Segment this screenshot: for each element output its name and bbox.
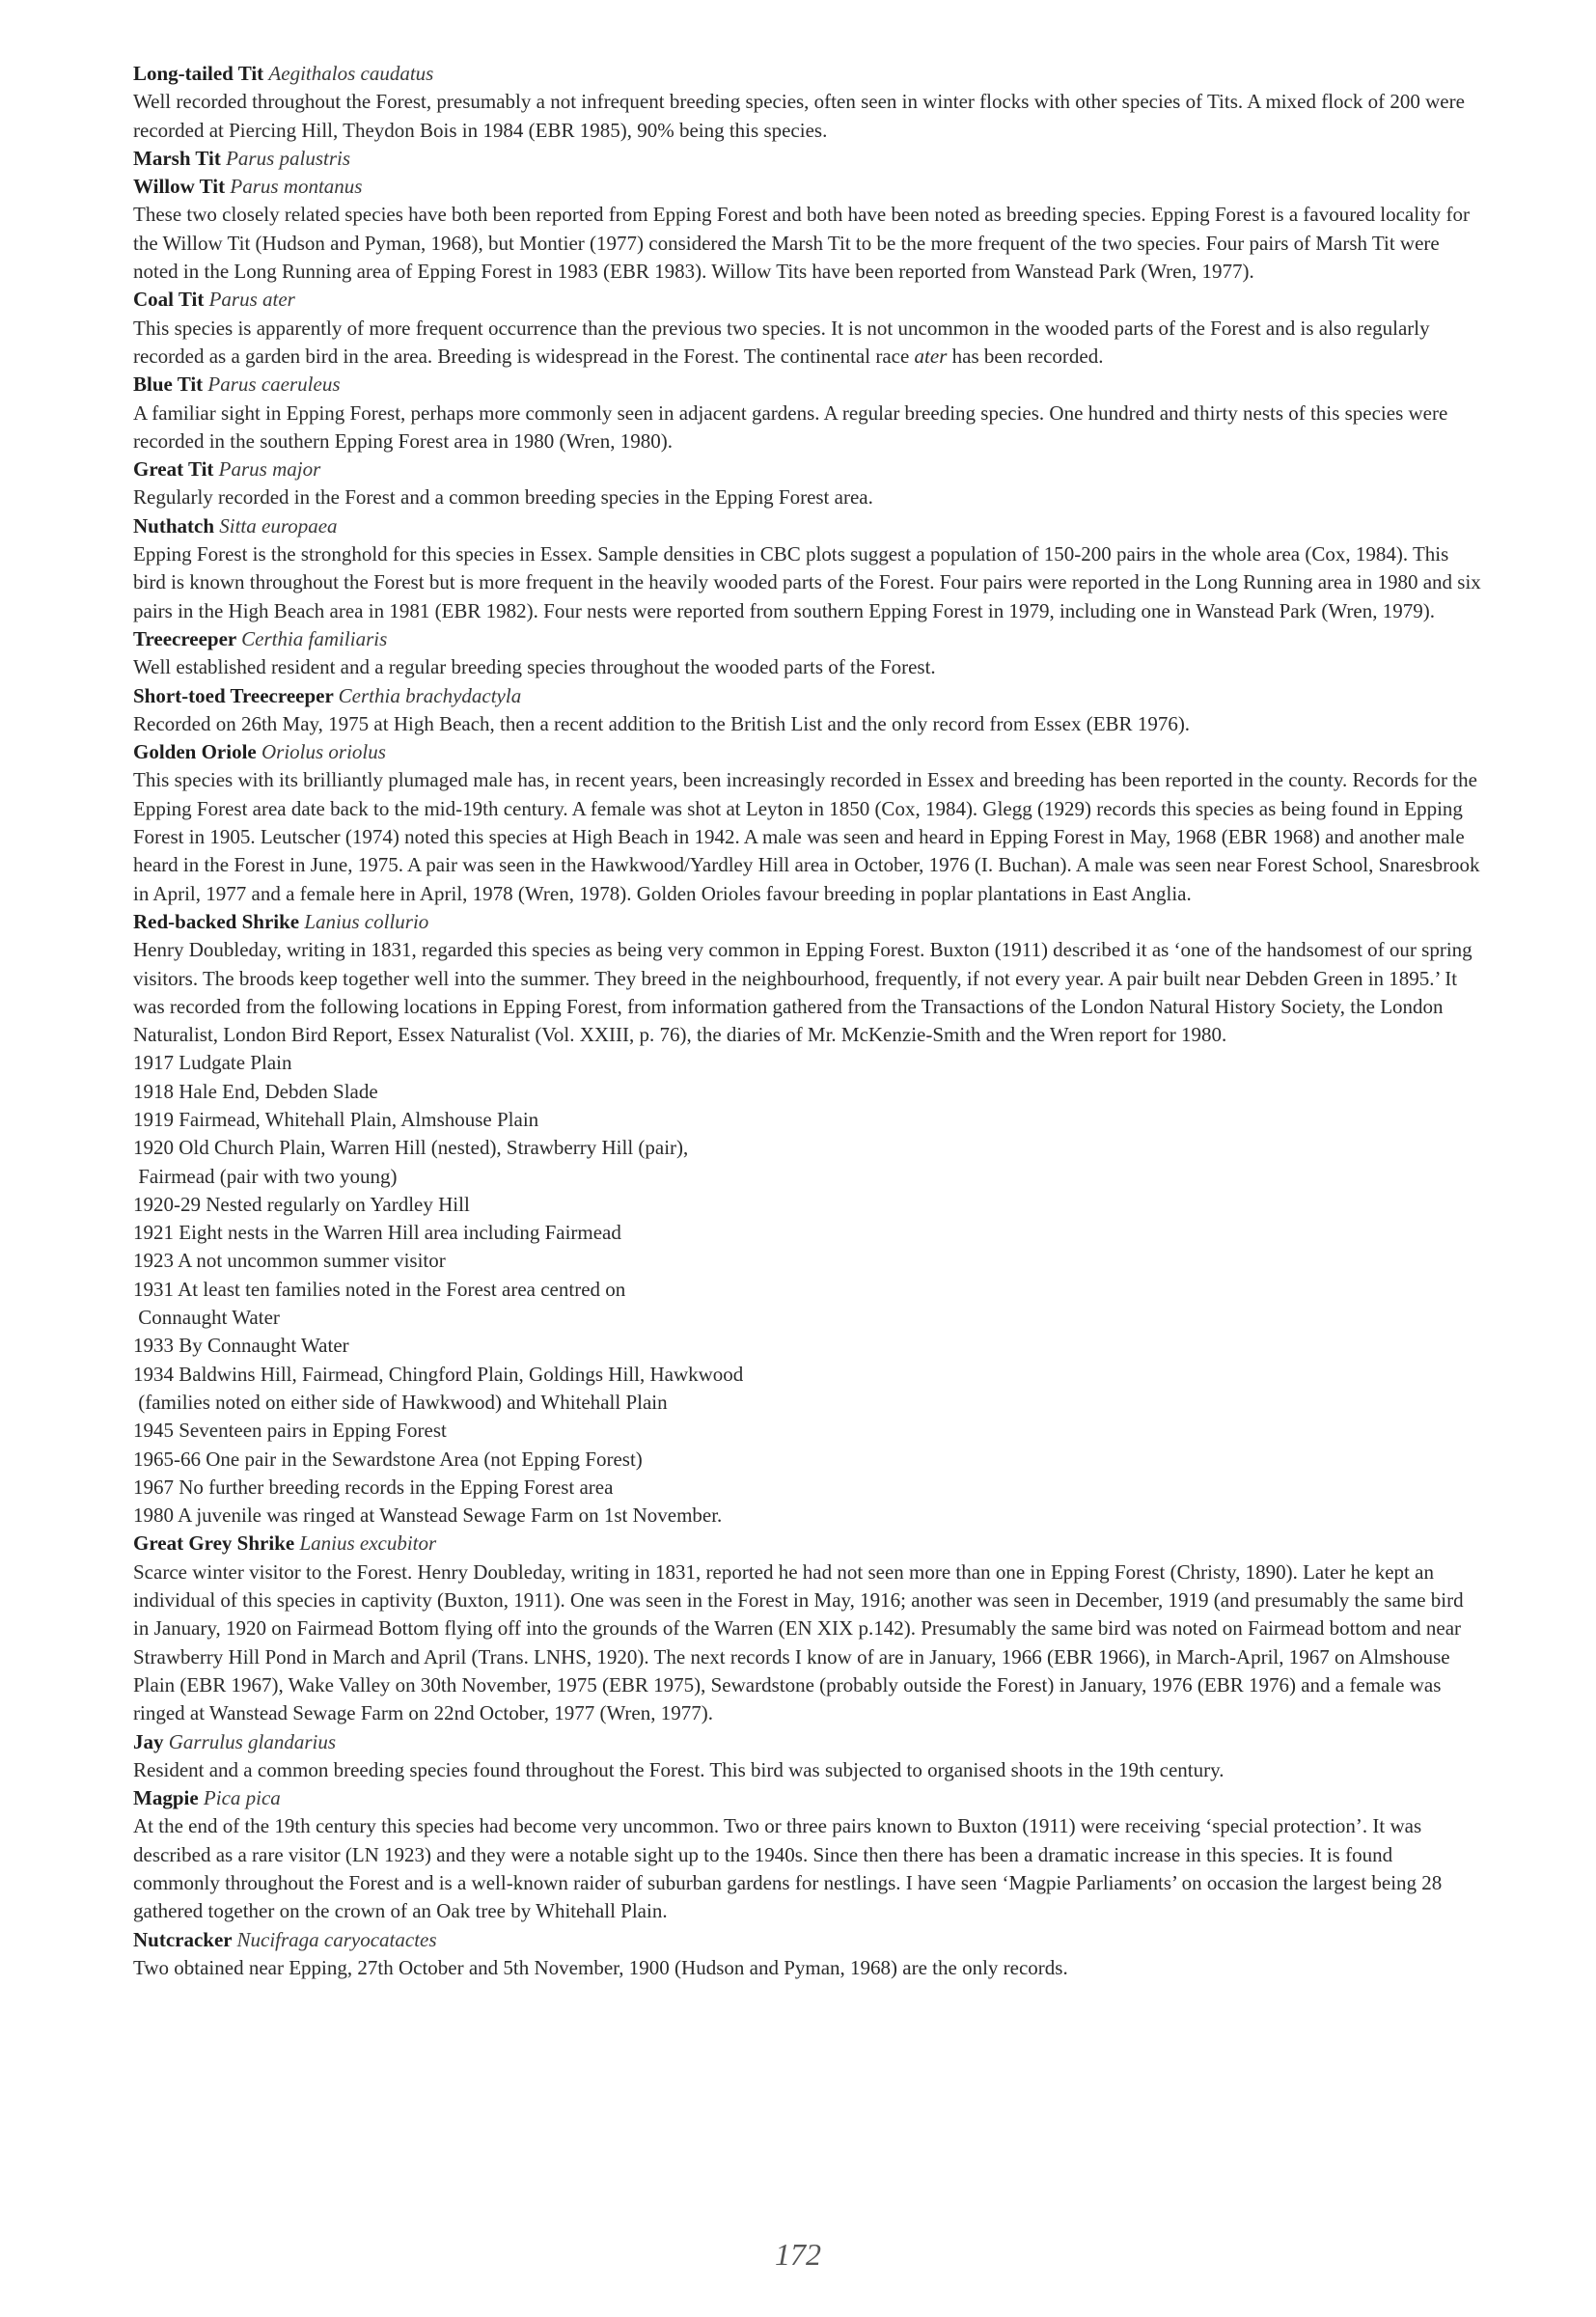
species-name: Jay <box>133 1729 164 1753</box>
species-heading <box>133 738 1484 766</box>
species-text: Two obtained near Epping, 27th October and 5th November, 1900 (Hudson and Pyman, 1968) are the only records. <box>133 1955 1068 1979</box>
record-line: 1934 Baldwins Hill, Fairmead, Chingford Plain, Goldings Hill, Hawkwood <box>133 1362 744 1386</box>
species-name: Long-tailed Tit <box>133 62 264 85</box>
species-text: Recorded on 26th May, 1975 at High Beach, then a recent addition to the British List and the only record from Essex (EBR 1976). <box>133 711 1191 735</box>
species-heading <box>133 286 1484 314</box>
species-text: Scarce winter visitor to the Forest. Henry Doubleday, writing in 1831, reported he had not seen more than one in Epping Forest (Christy, 1890). Later he kept an individual of this species in captivity (Buxton, 1911). One was seen in the Forest in May, 1916; another was seen in December, 1919 (and presumably the same bird in January, 1920 on Fairmead Bottom flying off into the grounds of the Warren (EN XIX p.142). Presumably the same bird was noted on Fairmead bottom and near Strawberry Hill Pond in March and April (Trans. LNHS, 1920). The next records I know of are in January, 1966 (EBR 1966), in March-April, 1967 on Almshouse Plain (EBR 1967), Wake Valley on 30th November, 1975 (EBR 1975), Sewardstone (probably outside the Forest) in January, 1976 (EBR 1976) and a female was ringed at Wanstead Sewage Farm on 22nd October, 1977 (Wren, 1977). <box>133 1559 1464 1725</box>
species-heading <box>133 371 1484 399</box>
species-latin-name: Parus ater <box>208 288 295 312</box>
species-latin-name: Garrulus glandarius <box>168 1729 337 1753</box>
species-text: A familiar sight in Epping Forest, perhaps more commonly seen in adjacent gardens. A regular breeding species. One hundred and thirty nests of this species were recorded in the southern Epping Forest area in 1980 (Wren, 1980). <box>133 400 1448 453</box>
page-body <box>133 60 1484 1982</box>
species-latin-name: Sitta europaea <box>219 513 338 538</box>
species-name: Treecreeper <box>133 626 236 650</box>
species-name: Blue Tit <box>133 372 204 397</box>
species-name: Great Grey Shrike <box>133 1531 295 1556</box>
species-heading <box>133 512 1484 540</box>
record-line: (families noted on either side of Hawkwood) and Whitehall Plain <box>133 1390 668 1414</box>
species-text: This species with its brilliantly plumaged male has, in recent years, been increasingly recorded in Essex and breeding has been reported in the county. Records for the Epping Forest area date back to the mid-19th century. A female was shot at Leyton in 1850 (Cox, 1984). Glegg (1929) records this species as being found in Epping Forest in 1905. Leutscher (1974) noted this species at High Beach in 1942. A male was seen and heard in Epping Forest in May, 1968 (EBR 1968) and another male heard in the Forest in June, 1975. A pair was seen in the Hawkwood/Yardley Hill area in October, 1976 (I. Buchan). A male was seen near Forest School, Snaresbrook in April, 1977 and a female here in April, 1978 (Wren, 1978). Golden Orioles favour breeding in poplar plantations in East Anglia. <box>133 768 1480 905</box>
species-text: Well established resident and a regular breeding species throughout the wooded parts of the Forest. <box>133 655 936 679</box>
record-line: 1931 At least ten families noted in the Forest area centred on <box>133 1277 626 1301</box>
species-name: Nutcracker <box>133 1927 233 1951</box>
species-heading <box>133 60 1484 88</box>
record-line: 1920-29 Nested regularly on Yardley Hill <box>133 1192 470 1216</box>
species-name: Red-backed Shrike <box>133 909 300 933</box>
species-text: At the end of the 19th century this species had become very uncommon. Two or three pairs known to Buxton (1911) were receiving ‘special protection’. It was described as a rare visitor (LN 1923) and they were a notable sight up to the 1940s. Since then there has been a dramatic increase in this species. It is found commonly throughout the Forest and is a well-known raider of suburban gardens for nestlings. I have seen ‘Magpie Parliaments’ on occasion the largest being 28 gathered together on the crown of an Oak tree by Whitehall Plain. <box>133 1814 1443 1923</box>
record-list <box>133 1049 1484 1530</box>
record-line: 1923 A not uncommon summer visitor <box>133 1249 446 1273</box>
species-heading <box>133 145 1484 173</box>
species-text: Henry Doubleday, writing in 1831, regarded this species as being very common in Epping Forest. Buxton (1911) described it as ‘one of the handsomest of our spring visitors. The broods keep together well into the summer. They breed in the neighbourhood, frequently, if not every year. A pair built near Debden Green in 1895.’ It was recorded from the following locations in Epping Forest, from information gathered from the Transactions of the London Natural History Society, the London Naturalist, London Bird Report, Essex Naturalist (Vol. XXIII, p. 76), the diaries of Mr. McKenzie-Smith and the Wren report for 1980. <box>133 938 1472 1047</box>
species-heading <box>133 1728 1484 1756</box>
species-text <box>133 315 1484 372</box>
species-heading <box>133 173 1484 201</box>
record-line: 1980 A juvenile was ringed at Wanstead Sewage Farm on 1st November. <box>133 1503 723 1528</box>
species-heading <box>133 1530 1484 1558</box>
species-latin-name: Pica pica <box>203 1786 281 1810</box>
species-heading <box>133 1784 1484 1812</box>
page-number: 172 <box>775 2237 821 2272</box>
species-text: Resident and a common breeding species found throughout the Forest. This bird was subjected to organised shoots in the 19th century. <box>133 1757 1225 1781</box>
species-heading <box>133 682 1484 710</box>
record-line: Connaught Water <box>133 1306 280 1330</box>
species-latin-name: Nucifraga caryocatactes <box>236 1927 437 1951</box>
record-line: 1919 Fairmead, Whitehall Plain, Almshouse Plain <box>133 1107 539 1131</box>
species-name: Golden Oriole <box>133 740 257 764</box>
species-heading <box>133 455 1484 483</box>
species-latin-name: Parus caeruleus <box>207 372 341 397</box>
species-heading <box>133 1926 1484 1954</box>
species-name: Short-toed Treecreeper <box>133 683 334 707</box>
species-latin-name: Parus palustris <box>226 146 351 170</box>
species-latin-name: Parus montanus <box>230 175 363 199</box>
species-heading <box>133 908 1484 936</box>
species-name: Magpie <box>133 1786 199 1810</box>
species-name: Willow Tit <box>133 175 226 199</box>
record-line: 1921 Eight nests in the Warren Hill area including Fairmead <box>133 1221 621 1245</box>
species-latin-name: Certhia brachydactyla <box>338 683 522 707</box>
species-text: These two closely related species have both been reported from Epping Forest and both have been noted as breeding species. Epping Forest is a favoured locality for the Willow Tit (Hudson and Pyman, 1968), but Montier (1977) considered the Marsh Tit to be the more frequent of the two species. Four pairs of Marsh Tit were noted in the Long Running area of Epping Forest in 1983 (EBR 1983). Willow Tits have been reported from Wanstead Park (Wren, 1977). <box>133 203 1470 284</box>
record-line: 1918 Hale End, Debden Slade <box>133 1079 378 1103</box>
species-name: Coal Tit <box>133 288 205 312</box>
species-name: Great Tit <box>133 457 214 482</box>
record-line: Fairmead (pair with two young) <box>133 1164 398 1188</box>
species-latin-name: Parus major <box>218 457 321 482</box>
record-line: 1967 No further breeding records in the Epping Forest area <box>133 1475 614 1499</box>
record-line: 1933 By Connaught Water <box>133 1334 349 1358</box>
record-line: 1965-66 One pair in the Sewardstone Area (not Epping Forest) <box>133 1447 643 1471</box>
species-latin-name: Lanius excubitor <box>299 1531 437 1556</box>
species-heading <box>133 625 1484 653</box>
species-latin-name: Lanius collurio <box>304 909 429 933</box>
species-text-part: has been recorded. <box>947 344 1104 368</box>
species-latin-name: Oriolus oriolus <box>261 740 386 764</box>
race-name: ater <box>914 344 948 368</box>
species-text: Well recorded throughout the Forest, presumably a not infrequent breeding species, often seen in winter flocks with other species of Tits. A mixed flock of 200 were recorded at Piercing Hill, Theydon Bois in 1984 (EBR 1985), 90% being this species. <box>133 90 1465 142</box>
species-name: Nuthatch <box>133 513 215 538</box>
record-line: 1920 Old Church Plain, Warren Hill (nested), Strawberry Hill (pair), <box>133 1136 689 1160</box>
record-line: 1945 Seventeen pairs in Epping Forest <box>133 1419 447 1443</box>
species-text: Regularly recorded in the Forest and a common breeding species in the Epping Forest area. <box>133 485 873 510</box>
species-latin-name: Certhia familiaris <box>241 626 388 650</box>
species-text-part: This species is apparently of more frequent occurrence than the previous two species. It is not uncommon in the wooded parts of the Forest and is also regularly recorded as a garden bird in the area. Breeding is widespread in the Forest. The continental race <box>133 316 1430 368</box>
species-text: Epping Forest is the stronghold for this species in Essex. Sample densities in CBC plots suggest a population of 150-200 pairs in the whole area (Cox, 1984). This bird is known throughout the Forest but is more frequent in the heavily wooded parts of the Forest. Four pairs were reported in the Long Running area in 1980 and six pairs in the High Beach area in 1981 (EBR 1982). Four nests were reported from southern Epping Forest in 1979, including one in Wanstead Park (Wren, 1979). <box>133 542 1481 622</box>
species-name: Marsh Tit <box>133 146 221 170</box>
record-line: 1917 Ludgate Plain <box>133 1051 292 1075</box>
species-latin-name: Aegithalos caudatus <box>268 62 434 85</box>
